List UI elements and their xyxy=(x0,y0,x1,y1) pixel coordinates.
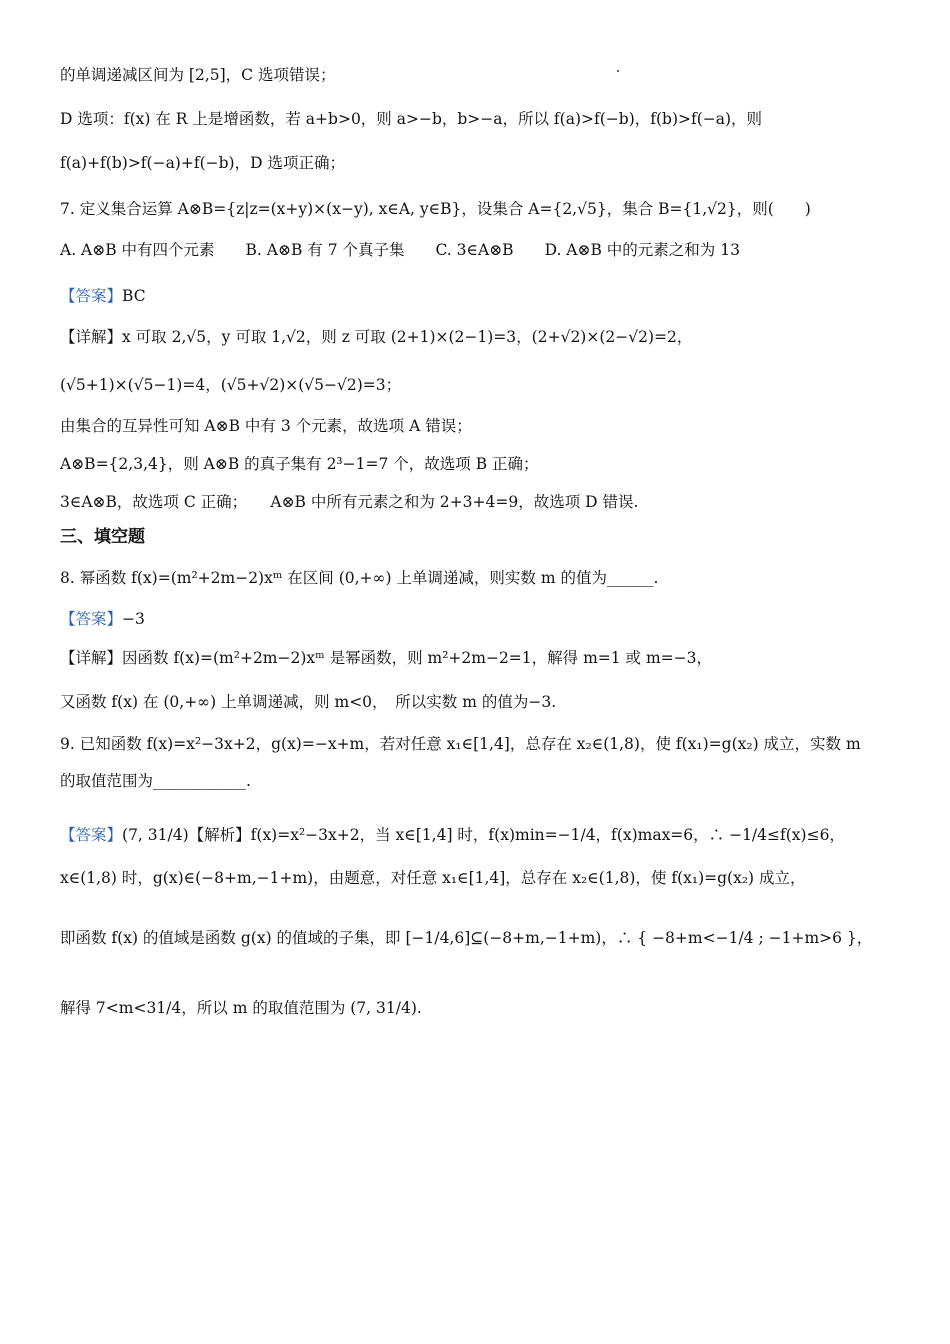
explain-tag: 【详解】 xyxy=(60,649,123,667)
text-line-d-option: D 选项：f(x) 在 R 上是增函数，若 a+b>0，则 a>−b，b>−a，所以 f(a)>f(−b)，f(b)>f(−a)，则 xyxy=(60,110,763,128)
question-7-explain-line-5: 3∈A⊗B，故选项 C 正确； A⊗B 中所有元素之和为 2+3+4=9，故选项 D 错误. xyxy=(60,493,639,511)
analysis-tag: 【解析】 xyxy=(188,826,251,844)
question-9-analysis-line-4: 解得 7<m<31/4，所以 m 的取值范围为 (7, 31/4). xyxy=(60,999,422,1017)
answer-tag: 【答案】 xyxy=(60,287,123,305)
question-7-options: A. A⊗B 中有四个元素 B. A⊗B 有 7 个真子集 C. 3∈A⊗B D. A⊗B 中的元素之和为 13 xyxy=(60,241,740,259)
question-9-analysis-line-2: x∈(1,8) 时，g(x)∈(−8+m,−1+m)，由题意，对任意 x₁∈[1,4]，总存在 x₂∈(1,8)，使 f(x₁)=g(x₂) 成立， xyxy=(60,869,806,887)
question-8-stem: 8. 幂函数 f(x)=(m²+2m−2)xᵐ 在区间 (0,+∞) 上单调递减，则实数 m 的值为______. xyxy=(60,569,659,587)
stray-dot xyxy=(617,70,619,72)
question-9-stem-cont: 的取值范围为____________. xyxy=(60,772,251,790)
explain-text: 因函数 f(x)=(m²+2m−2)xᵐ 是幂函数，则 m²+2m−2=1，解得 m=1 或 m=−3， xyxy=(122,649,713,667)
answer-text: BC xyxy=(122,287,146,305)
question-8-answer xyxy=(60,606,910,632)
answer-text: −3 xyxy=(122,610,145,628)
answer-text: (7, 31/4) xyxy=(122,826,189,844)
answer-tag: 【答案】 xyxy=(60,826,123,844)
question-7-answer xyxy=(60,283,910,309)
analysis-text: f(x)=x²−3x+2，当 x∈[1,4] 时，f(x)min=−1/4，f(x)max=6，∴ −1/4≤f(x)≤6， xyxy=(250,826,845,844)
explain-text: x 可取 2,√5，y 可取 1,√2，则 z 可取 (2+1)×(2−1)=3，(2+√2)×(2−√2)=2， xyxy=(122,328,693,346)
question-9-analysis-line-3: 即函数 f(x) 的值域是函数 g(x) 的值域的子集，即 [−1/4,6]⊆(−8+m,−1+m)，∴ { −8+m<−1/4 ; −1+m>6 }， xyxy=(60,929,873,947)
question-8-explain-line-2: 又函数 f(x) 在 (0,+∞) 上单调递减，则 m<0， 所以实数 m 的值为−3. xyxy=(60,693,557,711)
question-8-explain-line-1 xyxy=(60,645,910,671)
section-heading: 三、填空题 xyxy=(60,527,145,547)
question-7-explain-line-2: (√5+1)×(√5−1)=4，(√5+√2)×(√5−√2)=3； xyxy=(60,376,402,394)
question-9-answer-analysis xyxy=(60,822,910,848)
question-9-stem: 9. 已知函数 f(x)=x²−3x+2，g(x)=−x+m，若对任意 x₁∈[1,4]，总存在 x₂∈(1,8)，使 f(x₁)=g(x₂) 成立，实数 m xyxy=(60,735,861,753)
text-line-c-option: 的单调递减区间为 [2,5]，C 选项错误； xyxy=(60,66,336,84)
question-7-stem: 7. 定义集合运算 A⊗B={z|z=(x+y)×(x−y), x∈A, y∈B}，设集合 A={2,√5}，集合 B={1,√2}，则( ) xyxy=(60,200,811,218)
explain-tag: 【详解】 xyxy=(60,328,123,346)
question-7-explain-line-1 xyxy=(60,324,910,350)
answer-tag: 【答案】 xyxy=(60,610,123,628)
question-7-explain-line-3: 由集合的互异性可知 A⊗B 中有 3 个元素，故选项 A 错误； xyxy=(60,417,472,435)
text-line-d-conclusion: f(a)+f(b)>f(−a)+f(−b)，D 选项正确； xyxy=(60,154,345,172)
question-7-explain-line-4: A⊗B={2,3,4}，则 A⊗B 的真子集有 2³−1=7 个，故选项 B 正确； xyxy=(60,455,539,473)
